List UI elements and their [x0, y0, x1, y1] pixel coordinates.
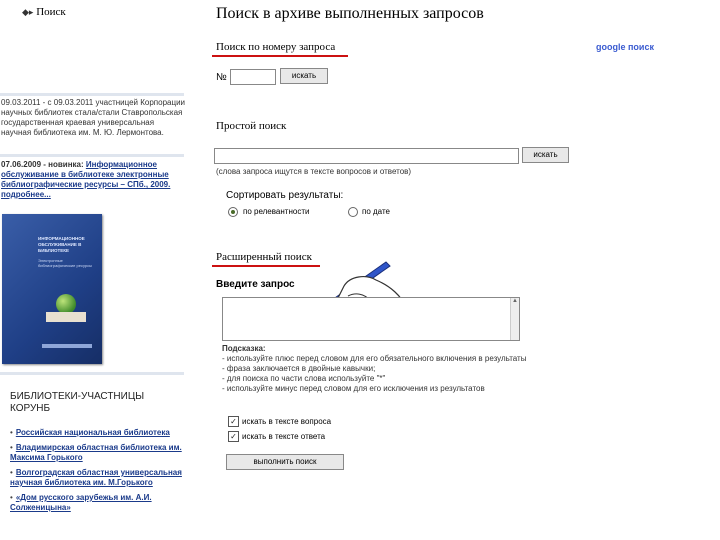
number-search-button[interactable]: искать — [280, 68, 328, 84]
advanced-search-title: Расширенный поиск — [216, 251, 312, 263]
search-question-checkbox[interactable]: ✓ — [228, 416, 239, 427]
news-2-date: 07.06.2009 - новинка: — [1, 160, 86, 169]
news-1-text: 09.03.2011 - с 09.03.2011 участницей Корпорации научных библиотек стала/стали Ставропольская государственная краевая универсальная научная библиотека им. М. Ю. Лермонтова. — [1, 98, 186, 137]
news-item-1 — [1, 98, 185, 138]
sort-date-radio[interactable] — [348, 207, 358, 217]
simple-search-hint: (слова запроса ищутся в тексте вопросов и ответов) — [216, 167, 412, 176]
sidebar-search-link[interactable] — [22, 6, 66, 18]
bullet-icon: • — [10, 428, 13, 437]
sort-label: Сортировать результаты: — [226, 190, 344, 201]
globe-icon — [56, 294, 76, 314]
news-item-2 — [1, 160, 185, 200]
library-item[interactable] — [10, 443, 186, 463]
library-link[interactable]: Российская национальная библиотека — [15, 428, 170, 437]
by-number-title: Поиск по номеру запроса — [216, 41, 336, 53]
library-link[interactable]: Владимирская областная библиотека им. Максима Горького — [10, 443, 182, 462]
libraries-list — [10, 428, 186, 513]
bullet-icon: • — [10, 493, 13, 502]
sidebar-divider — [0, 93, 184, 96]
number-input[interactable] — [230, 69, 276, 85]
hints-block — [222, 344, 592, 394]
hints-title: Подсказка: — [222, 344, 266, 353]
search-arrow-icon: ◆▸ — [22, 7, 34, 17]
simple-search-button[interactable]: искать — [522, 147, 569, 163]
library-item[interactable] — [10, 428, 186, 438]
sort-relevance-radio[interactable] — [228, 207, 238, 217]
book-cover-title: ИНФОРМАЦИОННОЕ ОБСЛУЖИВАНИЕ В БИБЛИОТЕКЕ — [38, 236, 85, 253]
books-icon — [46, 312, 86, 322]
hint-line: - используйте минус перед словом для его исключения из результатов — [222, 384, 485, 393]
advanced-query-textarea[interactable] — [222, 297, 520, 341]
bullet-icon: • — [10, 468, 13, 477]
search-answer-checkbox[interactable]: ✓ — [228, 431, 239, 442]
query-label: Введите запрос — [216, 279, 295, 290]
hint-line: - для поиска по части слова используйте "*" — [222, 374, 386, 383]
news-2-more-link[interactable]: подробнее... — [1, 190, 51, 199]
sort-date-label: по дате — [362, 207, 390, 216]
news-2-link[interactable]: Информационное обслуживание в библиотеке электронные библиографические ресурсы – СПб., 2009. — [1, 160, 171, 189]
number-label: № — [216, 72, 227, 83]
page-title: Поиск в архиве выполненных запросов — [216, 5, 484, 22]
search-link-label: Поиск — [36, 6, 66, 18]
google-search-link[interactable]: google поиск — [596, 42, 654, 52]
textarea-scrollbar[interactable]: ▲ — [510, 298, 519, 340]
search-answer-label: искать в тексте ответа — [242, 432, 326, 441]
book-cover-image[interactable] — [2, 214, 102, 364]
book-cover-subtitle: Электронные библиографические ресурсы — [38, 258, 92, 268]
library-item[interactable] — [10, 493, 186, 513]
libraries-heading: БИБЛИОТЕКИ-УЧАСТНИЦЫ КОРУНБ — [10, 391, 145, 414]
bullet-icon: • — [10, 443, 13, 452]
hint-line: - используйте плюс перед словом для его обязательного включения в результаты — [222, 354, 527, 363]
sidebar-divider — [0, 372, 184, 375]
library-link[interactable]: «Дом русского зарубежья им. А.И. Солженицына» — [10, 493, 152, 512]
search-question-label: искать в тексте вопроса — [242, 417, 332, 426]
simple-search-title: Простой поиск — [216, 120, 287, 132]
library-link[interactable]: Волгоградская областная универсальная научная библиотека им. М.Горького — [10, 468, 182, 487]
simple-search-input[interactable] — [214, 148, 519, 164]
by-number-underline — [212, 55, 348, 57]
sort-relevance-label: по релевантности — [243, 207, 310, 216]
library-item[interactable] — [10, 468, 186, 488]
sidebar-divider — [0, 154, 184, 157]
hint-line: - фраза заключается в двойные кавычки; — [222, 364, 376, 373]
advanced-search-button[interactable]: выполнить поиск — [226, 454, 344, 470]
